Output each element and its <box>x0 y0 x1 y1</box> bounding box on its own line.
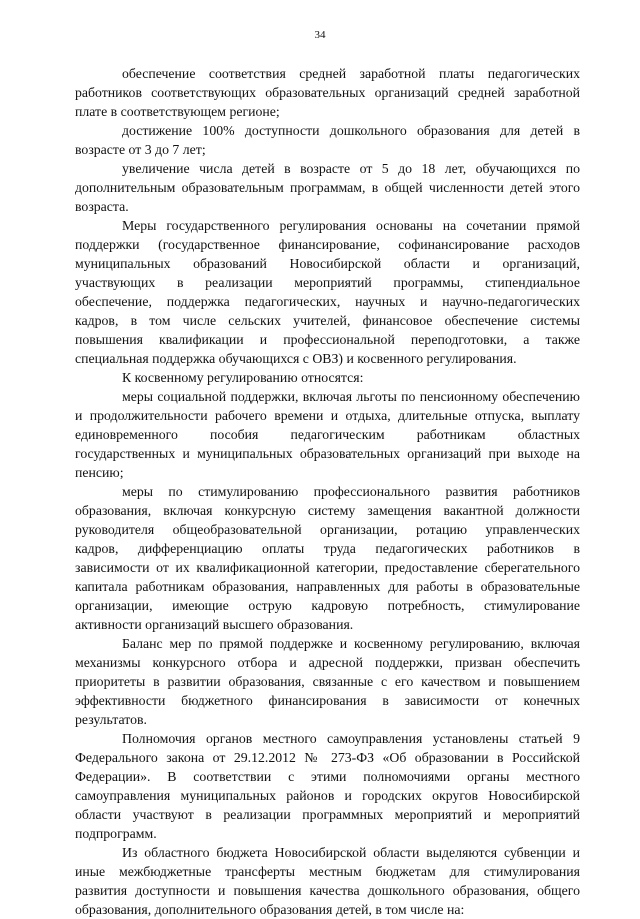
text-line: Федерации». В соответствии с этими полномочиями органы местного <box>75 769 580 784</box>
text-line: возраста. <box>75 199 129 214</box>
text-line: единовременного пособия педагогическим работникам областных <box>75 427 580 442</box>
text-line: результатов. <box>75 712 147 727</box>
text-line: организации, имеющие острую кадровую потребность, стимулирование <box>75 598 580 613</box>
text-line: области участвуют в реализации программных мероприятий и мероприятий <box>75 807 580 822</box>
text-line: Баланс мер по прямой поддержке и косвенному регулированию, включая <box>122 636 580 651</box>
paragraph <box>75 387 580 482</box>
text-line: К косвенному регулированию относятся: <box>122 370 364 385</box>
text-line: развития доступности и повышения качества дошкольного образования, общего <box>75 883 580 898</box>
text-line: Полномочия органов местного самоуправления установлены статьей 9 <box>122 731 580 746</box>
text-line: меры по стимулированию профессионального развития работников <box>122 484 580 499</box>
paragraph <box>75 368 580 387</box>
text-line: меры социальной поддержки, включая льготы по пенсионному обеспечению <box>122 389 580 404</box>
text-line: пенсию; <box>75 465 124 480</box>
text-line: кадров, в том числе сельских учителей, финансовое обеспечение системы <box>75 313 580 328</box>
text-line: иные межбюджетные трансферты местным бюджетам для стимулирования <box>75 864 580 879</box>
paragraph <box>75 843 580 919</box>
text-line: образования, дополнительного образования детей, в том числе на: <box>75 902 465 917</box>
paragraph <box>75 634 580 729</box>
text-line: дополнительным образовательным программам, в общей численности детей этого <box>75 180 580 195</box>
text-line: плате в соответствующем регионе; <box>75 104 280 119</box>
text-line: эффективности бюджетного финансирования в зависимости от конечных <box>75 693 580 708</box>
text-line: кадров, дифференциацию оплаты труда педагогических работников в <box>75 541 580 556</box>
paragraph <box>75 216 580 368</box>
text-line: Из областного бюджета Новосибирской области выделяются субвенции и <box>122 845 580 860</box>
paragraph <box>75 64 580 121</box>
text-line: повышения квалификации и профессиональной переподготовки, а также <box>75 332 580 347</box>
text-line: руководителя общеобразовательной организации, ротацию управленческих <box>75 522 580 537</box>
text-line: активности организаций высшего образования. <box>75 617 354 632</box>
text-line: муниципальных образований Новосибирской области и организаций, <box>75 256 580 271</box>
text-line: Меры государственного регулирования основаны на сочетании прямой <box>122 218 580 233</box>
paragraph <box>75 121 580 159</box>
page-number: 34 <box>314 29 326 41</box>
paragraph <box>75 159 580 216</box>
text-line: капитала работникам образования, направленных для работы в образовательные <box>75 579 580 594</box>
text-line: поддержки (государственное финансирование, софинансирование расходов <box>75 237 580 252</box>
document-body <box>75 64 580 919</box>
text-line: достижение 100% доступности дошкольного образования для детей в <box>122 123 580 138</box>
text-line: образования, включая конкурсную систему замещения вакантной должности <box>75 503 580 518</box>
text-line: самоуправления муниципальных районов и городских округов Новосибирской <box>75 788 580 803</box>
text-line: специальная поддержка обучающихся с ОВЗ) и косвенного регулирования. <box>75 351 517 366</box>
text-line: подпрограмм. <box>75 826 157 841</box>
text-line: обеспечение соответствия средней заработной платы педагогических <box>122 66 580 81</box>
text-line: увеличение числа детей в возрасте от 5 до 18 лет, обучающихся по <box>122 161 580 176</box>
paragraph <box>75 482 580 634</box>
text-line: механизмы конкурсного отбора и адресной поддержки, призван обеспечить <box>75 655 580 670</box>
text-line: возрасте от 3 до 7 лет; <box>75 142 206 157</box>
text-line: обеспечение, поддержка педагогических, научных и научно-педагогических <box>75 294 580 309</box>
text-line: приоритеты в развитии образования, связанные с его качеством и повышением <box>75 674 580 689</box>
text-line: Федерального закона от 29.12.2012 № 273-ФЗ «Об образовании в Российской <box>75 750 580 765</box>
text-line: зависимости от их квалификационной категории, предоставление сберегательного <box>75 560 580 575</box>
text-line: и продолжительности рабочего времени и отдыха, длительные отпуска, выплату <box>75 408 580 423</box>
text-line: работников соответствующих образовательных организаций средней заработной <box>75 85 580 100</box>
paragraph <box>75 729 580 843</box>
text-line: государственных и муниципальных образовательных организаций при выходе на <box>75 446 580 461</box>
text-line: участвующих в реализации мероприятий программы, стипендиальное <box>75 275 580 290</box>
